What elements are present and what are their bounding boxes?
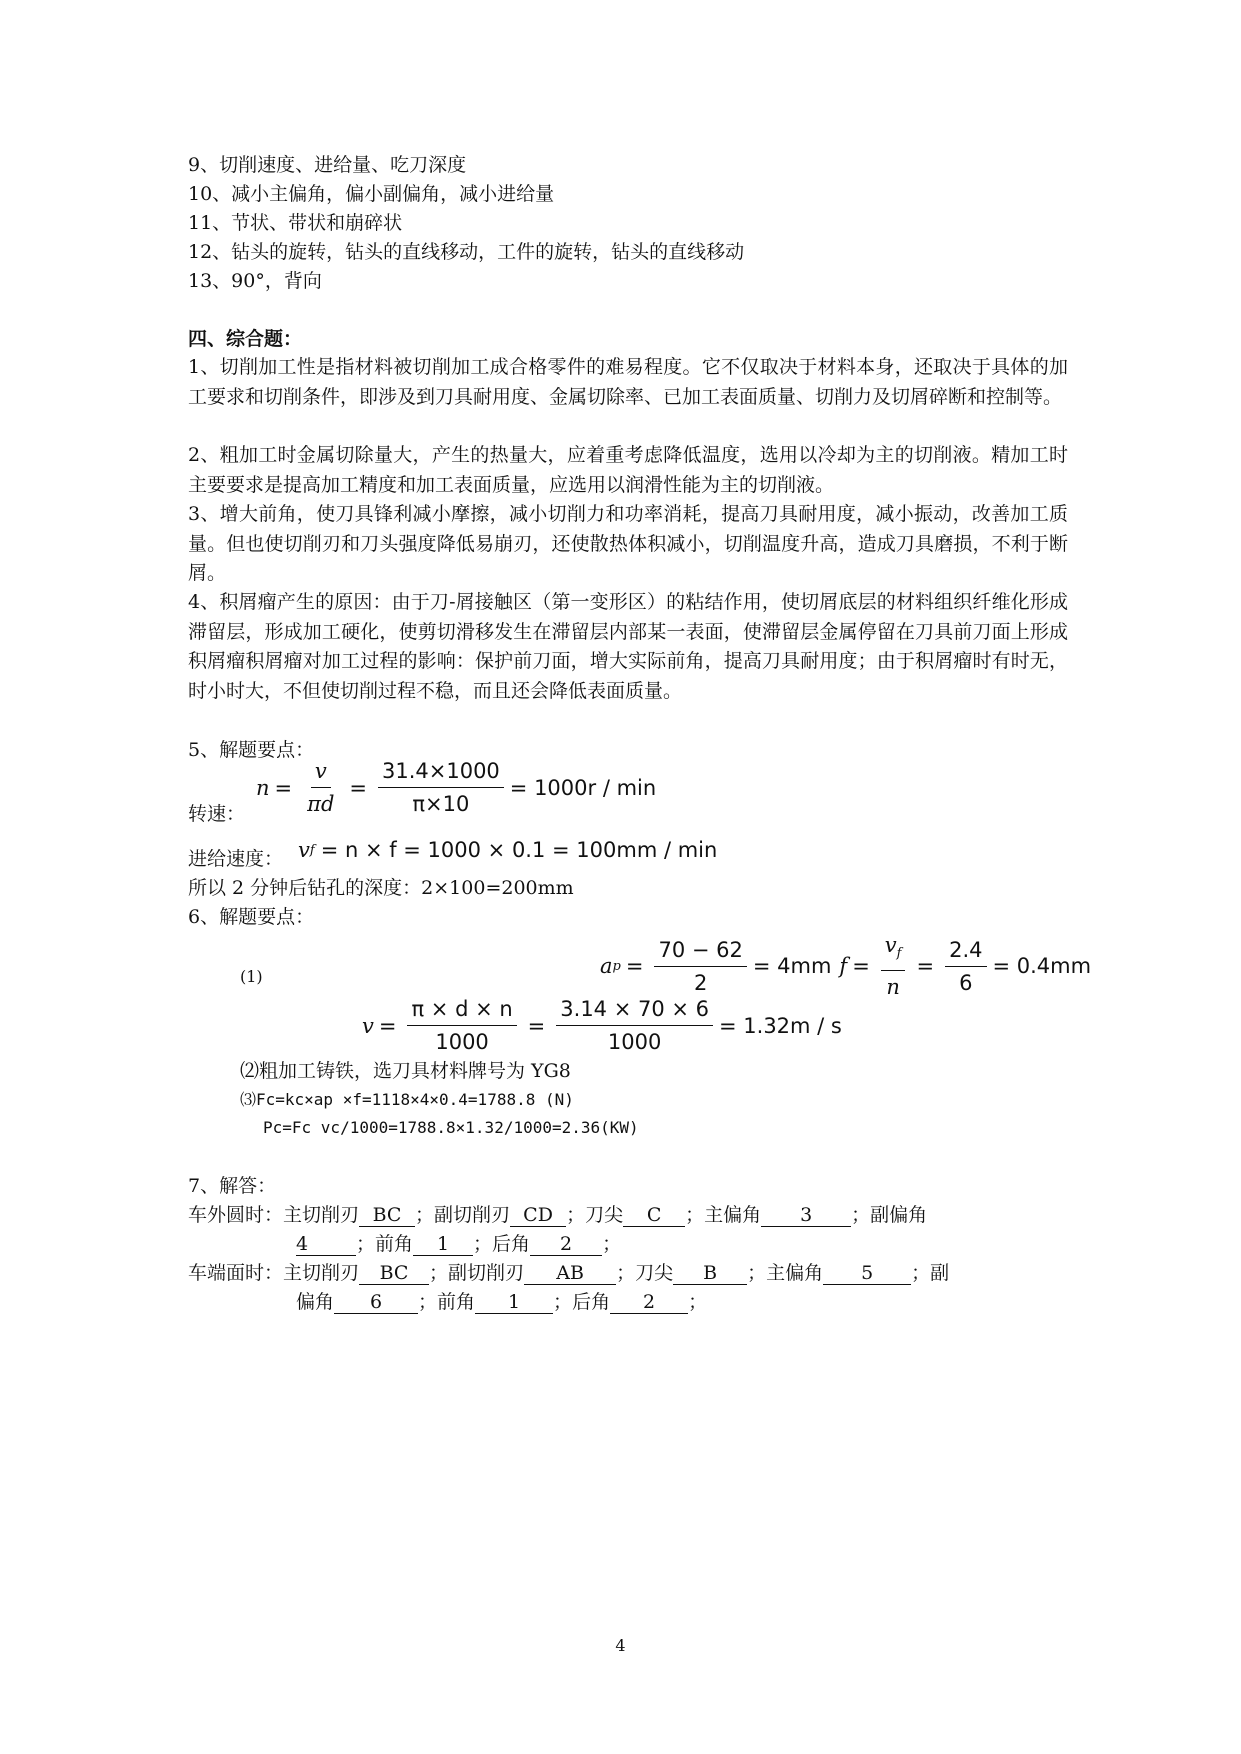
q7-row2-line1: 车端面时：主切削刃 BC ；副切削刃 AB ；刀尖 B ；主偏角 5 ；副 (188, 1262, 950, 1284)
section-heading: 四、综合题： (188, 328, 303, 350)
r1-minor-edge-blank: CD (510, 1204, 566, 1227)
r1-main-angle-blank: 3 (761, 1204, 851, 1227)
r2-minor-edge-blank: AB (524, 1262, 616, 1285)
q5-title: 5、解题要点： (188, 739, 315, 761)
q6-title: 6、解题要点： (188, 906, 315, 928)
r2-clearance-blank: 2 (610, 1291, 688, 1314)
list-item-9: 9、切削速度、进给量、吃刀深度 (188, 154, 467, 176)
r2-rake-blank: 1 (475, 1291, 553, 1314)
q5-speed-formula: n = $\frac{v}{\pi d}$ = $\frac{31.4\times 1000}{\pi\times 10}$ = 1000r / min (256, 759, 657, 816)
list-item-10: 10、减小主偏角，偏小副偏角，减小进给量 (188, 183, 555, 205)
q7-row2-line2: 偏角 6 ；前角 1 ；后角 2 ； (296, 1291, 708, 1313)
q7-row1-line2: 4 ；前角 1 ；后角 2 ； (296, 1233, 622, 1255)
r2-minor-angle-blank: 6 (334, 1291, 418, 1314)
paragraph-1: 1、切削加工性是指材料被切削加工成合格零件的难易程度。它不仅取决于材料本身，还取决于具体的加工要求和切削条件，即涉及到刀具耐用度、金属切除率、已加工表面质量、切削力及切屑碎断和控制等。 (188, 356, 1068, 408)
q6-part2: ⑵粗加工铸铁，选刀具材料牌号为 YG8 (240, 1060, 571, 1082)
q7-title: 7、解答： (188, 1175, 277, 1197)
q5-feed-label: 进给速度： (188, 848, 284, 870)
q6-ap-f-formula: a p = $\frac{70 - 62}{2}$ = 4mm f = $\frac{v_f}{n}$ = $\frac{2.4}{6}$ = 0.4mm (600, 933, 1092, 1000)
r1-minor-angle-blank: 4 (296, 1233, 356, 1256)
r2-tip-blank: B (673, 1262, 747, 1285)
r2-main-edge-blank: BC (359, 1262, 429, 1285)
paragraph-3: 3、增大前角，使刀具锋利减小摩擦，减小切削力和功率消耗，提高刀具耐用度，减小振动，改善加工质量。但也使切削刃和刀头强度降低易崩刃，还使散热体积减小，切削温度升高，造成刀具磨损，不利于断屑。 (188, 503, 1068, 584)
r1-tip-blank: C (623, 1204, 685, 1227)
paragraph-4: 4、积屑瘤产生的原因：由于刀-屑接触区（第一变形区）的粘结作用，使切屑底层的材料组织纤维化形成滞留层，形成加工硬化，使剪切滑移发生在滞留层内部某一表面，使滞留层金属停留在刀具前刀面上形成积屑瘤积屑瘤对加工过程的影响：保护前刀面，增大实际前角，提高刀具耐用度；由于积屑瘤时有时无，时小时大，不但使切削过程不稳，而且还会降低表面质量。 (188, 591, 1068, 702)
r2-main-angle-blank: 5 (823, 1262, 911, 1285)
q6-v-formula: v = $\frac{\pi \times d \times n}{1000}$ = $\frac{3.14 \times 70 \times 6}{1000}$ = 1.32m / s (362, 997, 842, 1054)
list-item-11: 11、节状、带状和崩碎状 (188, 212, 403, 234)
q6-part3a: ⑶Fc=kc×ap ×f=1118×4×0.4=1788.8 (N) (240, 1090, 574, 1109)
paragraph-2: 2、粗加工时金属切除量大，产生的热量大，应着重考虑降低温度，选用以冷却为主的切削液。精加工时主要要求是提高加工精度和加工表面质量，应选用以润滑性能为主的切削液。 (188, 444, 1068, 496)
list-item-12: 12、钻头的旋转，钻头的直线移动，工件的旋转，钻头的直线移动 (188, 241, 745, 263)
q6-part1-label: (1) (240, 967, 263, 986)
r1-main-edge-blank: BC (359, 1204, 415, 1227)
q5-speed-label: 转速： (188, 803, 246, 825)
r1-rake-blank: 1 (413, 1233, 473, 1256)
q6-part3b: Pc=Fc vc/1000=1788.8×1.32/1000=2.36(KW) (263, 1118, 639, 1137)
list-item-13: 13、90°，背向 (188, 270, 322, 292)
q5-feed-formula: v f = n × f = 1000 × 0.1 = 100mm / min (298, 838, 718, 862)
q5-depth-line: 所以 2 分钟后钻孔的深度：2×100=200mm (188, 877, 574, 899)
q7-row1-line1: 车外圆时：主切削刃 BC ；副切削刃 CD ；刀尖 C ；主偏角 3 ；副偏角 (188, 1204, 928, 1226)
page-number: 4 (615, 1636, 626, 1655)
r1-clearance-blank: 2 (530, 1233, 602, 1256)
